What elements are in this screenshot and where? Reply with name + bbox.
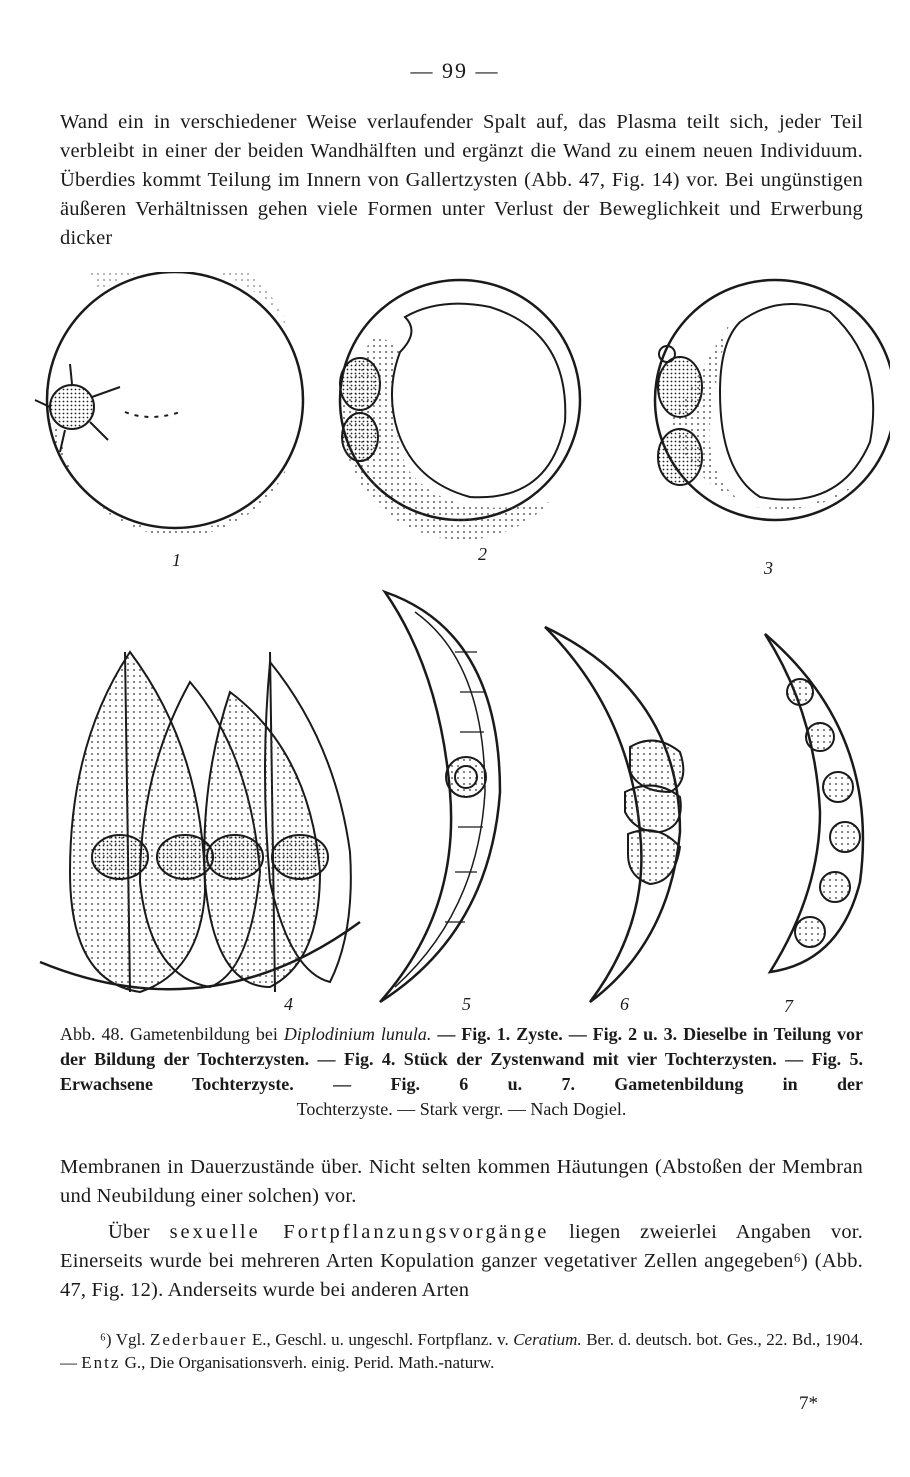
paragraph-bottom-rest: liegen zweierlei Angaben vor. Einerseits wurde bei mehreren Arten Kopulation ganzer vegetativer Zellen angegeben⁶) (Abb. 47, Fig. 12). Anderseits wurde bei anderen Arten (60, 1221, 864, 1301)
figure-illustration (30, 272, 890, 1020)
paragraph-middle (60, 1153, 863, 1211)
paragraph-top (60, 108, 863, 253)
fig-label-7: 7 (784, 996, 793, 1016)
fig5-daughter-cyst (380, 592, 500, 1002)
page-number: — 99 — (410, 58, 500, 83)
footnote-text-a: Vgl. (115, 1330, 146, 1349)
paragraph-bottom-spaced: sexuelle Fortpflanzungsvorgänge (169, 1221, 550, 1243)
fig2-cyst-dividing (340, 280, 580, 540)
footnote-author1: Zederbauer (150, 1330, 248, 1349)
paragraph-bottom (60, 1218, 863, 1305)
fig-label-6: 6 (620, 994, 629, 1014)
fig-label-1: 1 (172, 550, 181, 570)
figure-caption (60, 1022, 863, 1122)
caption-rest: — Fig. 1. Zyste. — Fig. 2 u. 3. Dieselbe in Teilung vor der Bildung der Tochterzysten. — Fig. 4. Stück der Zystenwand mit vier Tochterzysten. — Fig. 5. Erwachsene Tochterzyste. — Fig. 6 u. 7. Gametenbildung in der (60, 1024, 864, 1094)
fig-label-2: 2 (478, 544, 487, 564)
fig4-cyst-wall (40, 652, 360, 992)
signature-mark: 7* (799, 1393, 818, 1414)
footnote-text-b: E., Geschl. u. ungeschl. Fortpflanz. v. (251, 1330, 509, 1349)
fig6-gamete-formation (545, 627, 683, 1002)
fig7-gamete-formation (765, 634, 863, 972)
paragraph-bottom-start: Über (108, 1221, 150, 1243)
figure-plate (30, 272, 890, 1020)
fig-label-5: 5 (462, 994, 471, 1014)
footnote-text-c: Ber. d. deutsch. bot. Ges., 22. Bd., 1904. — (60, 1330, 864, 1372)
caption-lead: Abb. 48. Gametenbildung bei (60, 1024, 278, 1044)
footnote-genus: Ceratium. (513, 1330, 582, 1349)
fig3-cyst-dividing (655, 280, 890, 520)
caption-last-line: Tochterzyste. — Stark vergr. — Nach Dogiel. (296, 1099, 627, 1119)
fig-label-3: 3 (764, 558, 773, 578)
paragraph-middle-text: Membranen in Dauerzustände über. Nicht selten kommen Häutungen (Abstoßen der Membran und Neubildung einer solchen) vor. (60, 1156, 863, 1207)
fig1-cyst (35, 272, 303, 536)
footnote-author2: Entz (81, 1353, 121, 1372)
paragraph-top-text: Wand ein in verschiedener Weise verlaufender Spalt auf, das Plasma teilt sich, jeder Teil verbleibt in einer der beiden Wandhälften und ergänzt die Wand zu einem neuen Individuum. Überdies kommt Teilung im Innern von Gallertzysten (Abb. 47, Fig. 14) vor. Bei ungünstigen äußeren Verhältnissen gehen viele Formen unter Verlust der Beweglichkeit und Erwerbung dicker (60, 111, 863, 249)
footnote-marker: ⁶) (100, 1330, 112, 1349)
footnote-text-d: G., Die Organisationsverh. einig. Perid. Math.-naturw. (124, 1353, 495, 1372)
fig-label-4: 4 (284, 994, 293, 1014)
caption-species: Diplodinium lunula. (283, 1024, 432, 1044)
footnote (60, 1328, 863, 1374)
